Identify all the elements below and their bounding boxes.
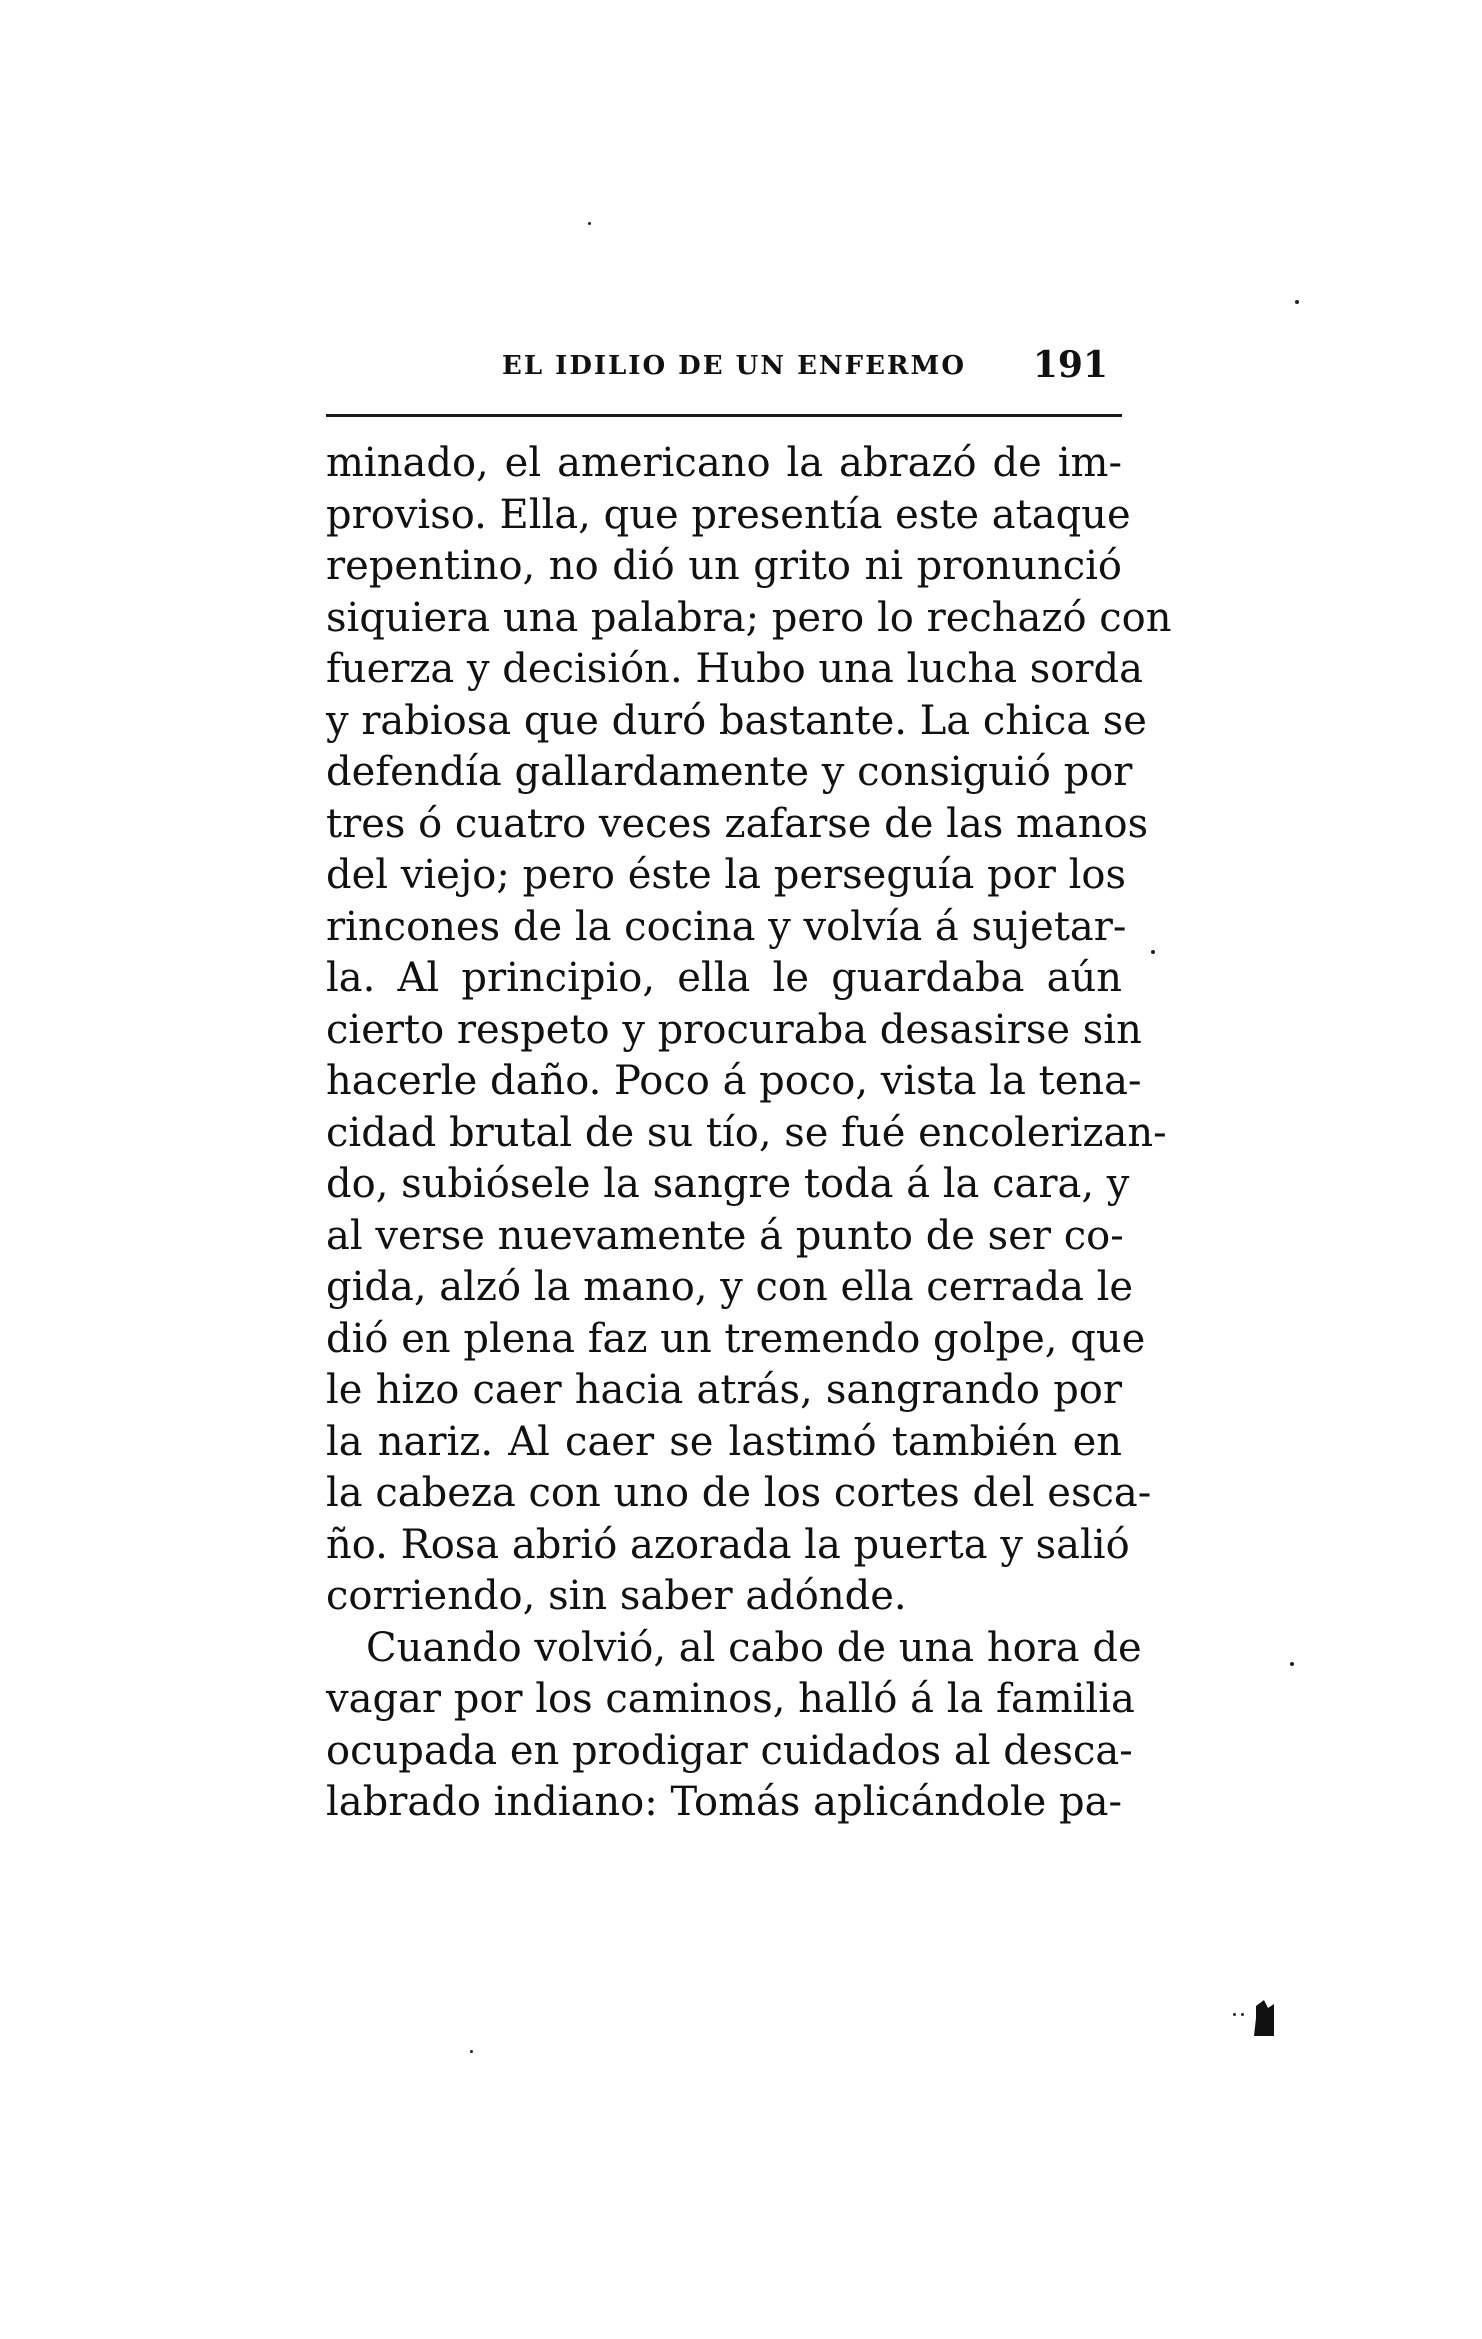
text-line: ño. Rosa abrió azorada la puerta y salió: [326, 1521, 1130, 1568]
text-line: minado, el americano la abrazó de im-: [326, 440, 1122, 486]
text-line: vagar por los caminos, halló á la familia: [326, 1676, 1135, 1722]
text-line: dió en plena faz un tremendo golpe, que: [326, 1315, 1146, 1362]
text-line: cidad brutal de su tío, se fué encolerizan-: [326, 1109, 1167, 1156]
text-line: del viejo; pero éste la perseguía por los: [326, 852, 1126, 898]
scan-speck: [1290, 1662, 1294, 1666]
text-line: le hizo caer hacia atrás, sangrando por: [326, 1367, 1122, 1413]
ink-blot-mark: [1250, 1998, 1280, 2038]
text-line: ocupada en prodigar cuidados al desca-: [326, 1727, 1133, 1774]
body-text: [326, 438, 1172, 1829]
text-line: hacerle daño. Poco á poco, vista la tena-: [326, 1058, 1142, 1104]
running-title: EL IDILIO DE UN ENFERMO: [502, 351, 966, 381]
scan-speck: [470, 2050, 473, 2053]
text-line: repentino, no dió un grito ni pronunció: [326, 543, 1122, 589]
text-line: Cuando volvió, al cabo de una hora de: [366, 1624, 1142, 1671]
text-line: al verse nuevamente á punto de ser co-: [326, 1212, 1124, 1259]
text-line: cierto respeto y procuraba desasirse sin: [326, 1006, 1142, 1053]
text-line: y rabiosa que duró bastante. La chica se: [326, 697, 1147, 744]
text-line: siquiera una palabra; pero lo rechazó con: [326, 594, 1172, 641]
scan-speck: [1241, 2013, 1244, 2016]
text-line: corriendo, sin saber adónde.: [326, 1573, 907, 1619]
scan-speck: [1233, 2013, 1236, 2016]
scan-speck: [588, 222, 591, 225]
page-header: [326, 332, 1122, 417]
text-line: rincones de la cocina y volvía á sujetar-: [326, 903, 1127, 950]
text-line: do, subiósele la sangre toda á la cara, y: [326, 1161, 1130, 1207]
page-number: 191: [1032, 344, 1108, 386]
scan-speck: [1295, 300, 1299, 304]
text-line: la nariz. Al caer se lastimó también en: [326, 1418, 1122, 1465]
text-line: tres ó cuatro veces zafarse de las manos: [326, 800, 1149, 847]
text-line: fuerza y decisión. Hubo una lucha sorda: [326, 646, 1143, 692]
text-line: la cabeza con uno de los cortes del esca-: [326, 1470, 1152, 1516]
scan-speck: [1151, 950, 1155, 954]
text-line: labrado indiano: Tomás aplicándole pa-: [326, 1779, 1123, 1825]
text-line: defendía gallardamente y consiguió por: [326, 749, 1133, 795]
text-line: gida, alzó la mano, y con ella cerrada le: [326, 1264, 1134, 1310]
text-line: la. Al principio, ella le guardaba aún: [326, 955, 1122, 1001]
text-line: proviso. Ella, que presentía este ataque: [326, 491, 1131, 538]
